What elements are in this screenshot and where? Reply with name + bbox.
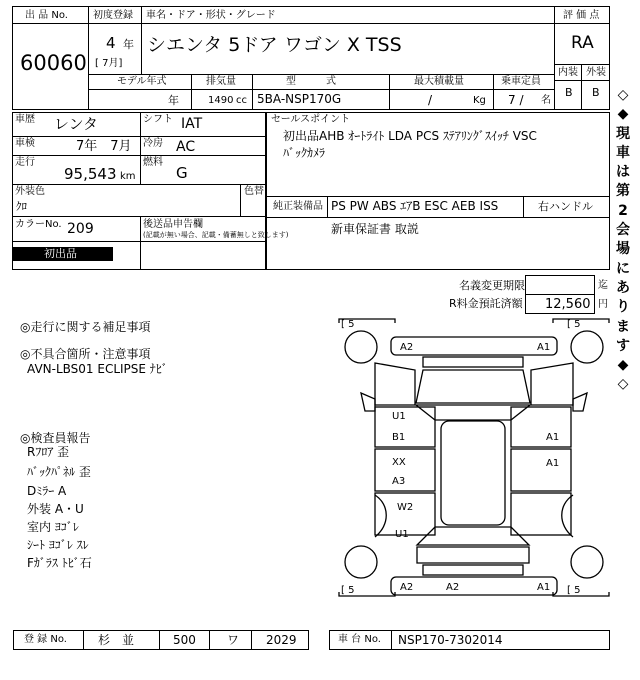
name-change-label: 名義変更期限 (459, 279, 525, 292)
sales-label: セールスポイント (271, 114, 351, 125)
color-change-label: 色替 (244, 186, 264, 197)
damage-rear-bumper-left: A2 (400, 582, 414, 593)
damage-front-left: A2 (400, 342, 414, 353)
side-char: す (616, 337, 630, 354)
damage-left-quarter: W2 (397, 502, 414, 513)
rear-bumper (391, 577, 557, 595)
reg-number: 2029 (266, 633, 297, 647)
tire-rear-right (571, 546, 603, 578)
inspector-title: ◎検査員報告 (20, 431, 91, 445)
model-year-unit: 年 (168, 94, 179, 107)
side-char: 車 (616, 144, 630, 161)
interior-label: 内装 (558, 67, 578, 78)
first-reg-month: [ 7月] (95, 58, 123, 69)
first-reg-year: 4 (106, 34, 116, 52)
handle-value: 右ハンドル (538, 200, 593, 213)
interior-grade: B (565, 86, 573, 99)
driving-notes-title: ◎走行に関する補足事項 (20, 320, 151, 334)
displacement-label: 排気量 (206, 76, 236, 87)
front-grille (423, 357, 523, 367)
side-char: ま (616, 318, 630, 335)
reg-kana: ワ (227, 633, 240, 647)
aftermarket-label: 後送品申告欄 (143, 219, 203, 230)
left-mirror (361, 393, 375, 411)
name-change-box (525, 275, 595, 295)
shift-value: IAT (181, 116, 203, 132)
capacity-unit: 名 (541, 95, 551, 106)
front-left-fender (375, 363, 415, 405)
side-char: は (616, 164, 630, 181)
recycle-unit: 円 (598, 299, 608, 310)
right-rear-door (511, 449, 571, 491)
inspector-item: Rﾌﾛｱ 歪 (27, 445, 70, 459)
model-code-value: 5BA-NSP170G (257, 92, 342, 106)
name-change-unit: 迄 (598, 280, 608, 291)
tire-front-left (345, 331, 377, 363)
ext-color-value: ｸﾛ (16, 200, 27, 213)
shift-label: シフト (143, 114, 173, 125)
damage-front-right: A1 (537, 342, 551, 353)
side-char: 第 (616, 183, 630, 200)
side-char: ◇ (617, 87, 629, 103)
damage-rear-bumper-mid: A2 (446, 582, 460, 593)
model-year-label: モデル年式 (117, 76, 167, 87)
damage-right-rear-door: A1 (546, 458, 560, 469)
grade-value: RA (571, 33, 594, 53)
mileage-label: 走行 (15, 157, 35, 168)
roof (441, 421, 505, 525)
side-notice (612, 86, 634, 395)
rear-glass (417, 527, 529, 545)
defects-text: AVN-LBS01 ECLIPSE ﾅﾋﾞ (27, 362, 168, 376)
side-char: ◆ (617, 357, 629, 374)
first-reg-label: 初度登録 (93, 10, 133, 21)
capacity-value: 7 / (508, 93, 524, 107)
grade-label: 評 価 点 (563, 10, 600, 21)
ac-label: 冷房 (143, 138, 163, 149)
car-damage-diagram (335, 315, 613, 601)
lot-label: 出 品 No. (25, 10, 68, 21)
side-char: ◇ (617, 376, 629, 393)
side-char: ◆ (617, 106, 629, 123)
tire-depth-br: [ 5 (567, 585, 581, 596)
mileage-value: 95,543 (64, 165, 117, 183)
reg-label: 登 録 No. (24, 634, 67, 645)
damage-left-rear-door: XX (392, 457, 406, 468)
spec-row-4 (13, 185, 265, 217)
reg-class: 500 (173, 633, 196, 647)
displacement-value: 1490 (208, 95, 234, 106)
tire-depth-tr: [ 5 (567, 319, 581, 330)
car-name: シエンタ 5ドア ワゴン X TSS (147, 34, 402, 56)
first-reg-cell-divider (89, 24, 142, 74)
damage-left-rear-door-2: A3 (392, 476, 406, 487)
side-char: 場 (616, 241, 630, 258)
side-char: 2 (618, 202, 628, 219)
fuel-label: 燃料 (143, 157, 163, 168)
history-label: 車歴 (15, 114, 35, 125)
max-load-value: / (428, 93, 433, 107)
aftermarket-note: (記載が無い場合、記載・備蓄無しと致します) (143, 231, 289, 239)
back-door (417, 547, 529, 563)
rear-panel (423, 565, 523, 575)
hood (416, 370, 530, 403)
warranty-value: 新車保証書 取説 (331, 222, 419, 236)
capacity-label: 乗車定員 (501, 76, 541, 87)
history-value: レンタ (54, 115, 99, 133)
left-rear-wheel-arch (375, 495, 386, 537)
inspector-item: Fｶﾞﾗｽ ﾄﾋﾞ石 (27, 556, 92, 570)
equipment-label: 純正装備品 (273, 201, 323, 212)
max-load-unit: Kg (473, 95, 486, 106)
tire-bracket-br (553, 592, 609, 596)
equipment-value: PS PW ABS ｴｱB ESC AEB ISS (331, 199, 499, 213)
inspector-item: Dﾐﾗｰ A (27, 484, 67, 498)
tire-front-right (571, 331, 603, 363)
tire-rear-left (345, 546, 377, 578)
inspection-value: 7年 7月 (76, 139, 132, 154)
sales-text-line1: 初出品AHB ｵｰﾄﾗｲﾄ LDA PCS ｽﾃｱﾘﾝｸﾞｽｲｯﾁ VSC (283, 129, 537, 143)
defects-title: ◎不具合箇所・注意事項 (20, 347, 151, 361)
tire-depth-bl: [ 5 (341, 585, 355, 596)
side-char: に (616, 260, 630, 277)
chassis-value: NSP170-7302014 (398, 633, 503, 647)
recycle-amount: 12,560 (545, 297, 591, 312)
front-right-fender (531, 363, 573, 405)
inspector-item: ﾊﾞｯｸﾊﾟﾈﾙ 歪 (27, 465, 91, 479)
displacement-unit: cc (236, 95, 247, 106)
damage-left-quarter-2: U1 (395, 529, 409, 540)
color-no-label: カラーNo. (15, 219, 62, 230)
ext-color-label: 外装色 (15, 186, 45, 197)
damage-right-front-door: A1 (546, 432, 560, 443)
car-name-label: 車名・ドア・形状・グレード (146, 10, 276, 21)
chassis-label: 車 台 No. (338, 634, 381, 645)
model-code-label: 型 式 (286, 76, 336, 87)
inspector-item: 室内 ﾖｺﾞﾚ (27, 520, 79, 534)
damage-left-front-door-2: B1 (392, 432, 406, 443)
mileage-unit: km (120, 171, 136, 182)
inspection-label: 車検 (15, 138, 35, 149)
ac-value: AC (176, 139, 196, 155)
inspector-item: ｼｰﾄ ﾖｺﾞﾚ ｽﾚ (27, 538, 89, 552)
exterior-grade: B (592, 86, 600, 99)
first-listing-text: 初出品 (44, 247, 77, 260)
tire-depth-tl: [ 5 (341, 319, 355, 330)
inspector-item: 外装 A・U (27, 502, 84, 516)
side-char: り (616, 299, 630, 316)
side-char: 現 (616, 125, 630, 142)
fuel-value: G (176, 164, 188, 182)
recycle-label: R料金預託済額 (449, 297, 523, 310)
reg-region: 杉 並 (98, 633, 135, 647)
lot-number: 60060 (20, 51, 87, 75)
tire-bracket-tr (553, 319, 609, 323)
max-load-label: 最大積載量 (414, 76, 464, 87)
side-char: あ (616, 279, 630, 296)
sales-text-line2: ﾊﾞｯｸｶﾒﾗ (283, 146, 326, 160)
exterior-label: 外装 (586, 67, 606, 78)
first-reg-year-unit: 年 (123, 38, 134, 51)
damage-left-front-door: U1 (392, 411, 406, 422)
front-bumper (391, 337, 557, 355)
damage-rear-bumper-right: A1 (537, 582, 551, 593)
side-char: 会 (616, 222, 630, 239)
color-no-value: 209 (67, 221, 94, 237)
right-mirror (573, 393, 587, 411)
